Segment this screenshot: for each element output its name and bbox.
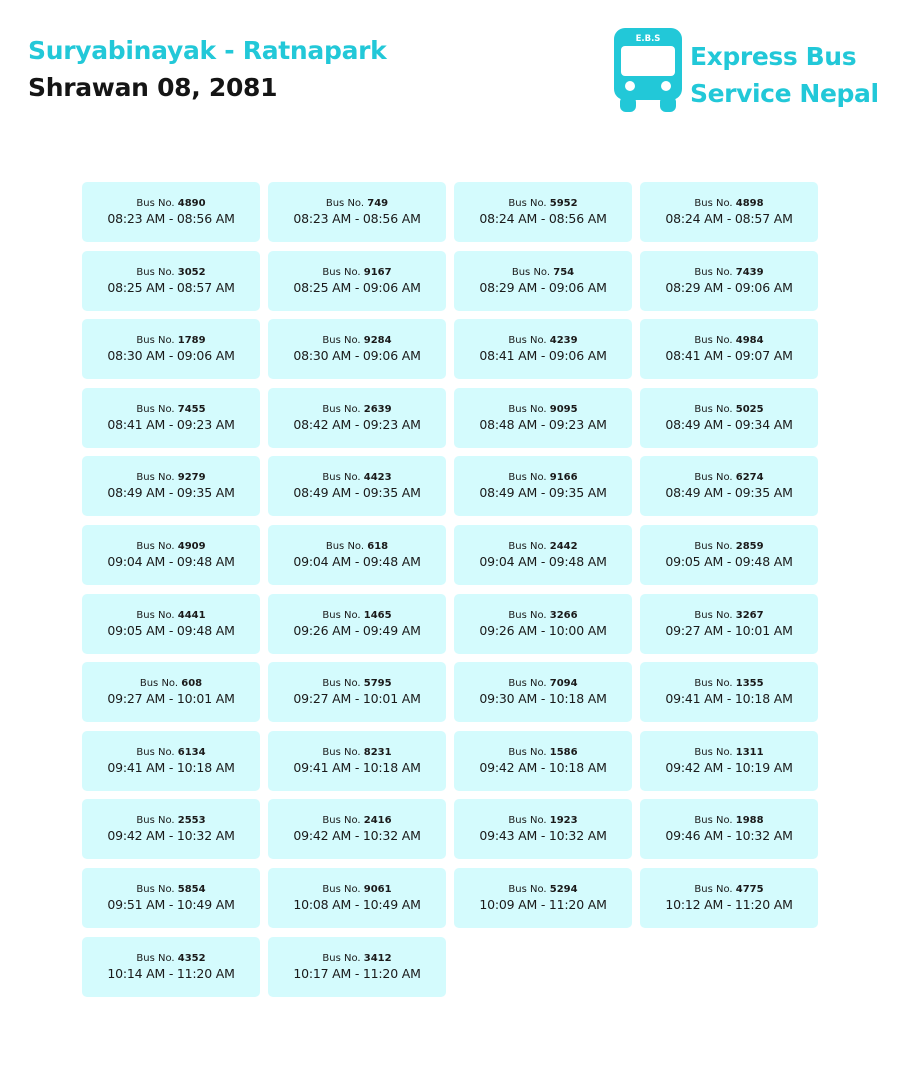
bus-number-label: Bus No.	[508, 472, 547, 484]
bus-number: 1988	[735, 815, 764, 827]
bus-card	[640, 868, 818, 928]
bus-time-range: 09:42 AM - 10:32 AM	[293, 828, 421, 844]
bus-number: 2859	[735, 540, 764, 552]
bus-number: 5795	[363, 678, 392, 690]
bus-number: 3266	[549, 609, 578, 621]
bus-number-label: Bus No.	[508, 609, 547, 621]
bus-time-range: 09:41 AM - 10:18 AM	[107, 759, 235, 775]
bus-number-label: Bus No.	[322, 472, 361, 484]
bus-number: 2553	[177, 815, 206, 827]
bus-card	[454, 525, 632, 585]
bus-number: 1465	[363, 609, 392, 621]
bus-number-line	[322, 609, 391, 622]
bus-time-range: 08:25 AM - 09:06 AM	[293, 279, 421, 295]
bus-number: 2639	[363, 403, 392, 415]
bus-time-range: 08:49 AM - 09:35 AM	[293, 485, 421, 501]
bus-time-range: 08:29 AM - 09:06 AM	[479, 279, 607, 295]
bus-card	[82, 868, 260, 928]
bus-number-line	[322, 814, 391, 827]
bus-card	[640, 662, 818, 722]
bus-number-label: Bus No.	[694, 198, 733, 209]
bus-time-range: 09:41 AM - 10:18 AM	[665, 691, 793, 707]
bus-card	[268, 456, 446, 516]
bus-number-label: Bus No.	[139, 678, 179, 690]
bus-number-label: Bus No.	[322, 883, 361, 895]
bus-number: 608	[181, 678, 203, 690]
bus-number-label: Bus No.	[694, 403, 733, 415]
bus-card	[268, 182, 446, 242]
brand-name	[690, 38, 879, 112]
bus-number-line	[694, 266, 763, 279]
bus-card	[454, 731, 632, 791]
bus-number: 5025	[735, 403, 764, 415]
bus-number: 749	[367, 198, 389, 209]
bus-number-line	[322, 746, 391, 759]
bus-time-range: 09:46 AM - 10:32 AM	[665, 828, 793, 844]
bus-number-label: Bus No.	[136, 540, 175, 552]
bus-number-label: Bus No.	[136, 746, 175, 758]
bus-time-range: 09:05 AM - 09:48 AM	[665, 553, 793, 569]
bus-number-line	[136, 540, 205, 553]
bus-number-line	[508, 677, 577, 690]
bus-card	[268, 662, 446, 722]
bus-time-range: 10:09 AM - 11:20 AM	[479, 896, 607, 912]
bus-time-range: 09:26 AM - 09:49 AM	[293, 622, 421, 638]
bus-number-line	[508, 403, 577, 416]
bus-number-line	[136, 746, 205, 759]
bus-card	[82, 182, 260, 242]
bus-card	[82, 525, 260, 585]
bus-card	[454, 868, 632, 928]
bus-card	[640, 456, 818, 516]
bus-number-label: Bus No.	[325, 198, 365, 209]
bus-number-line	[694, 540, 763, 553]
bus-card	[268, 731, 446, 791]
bus-number-label: Bus No.	[322, 952, 361, 964]
bus-number-line	[508, 883, 577, 896]
bus-number-line	[136, 197, 205, 210]
bus-time-range: 08:25 AM - 08:57 AM	[107, 279, 235, 295]
schedule-grid	[82, 182, 818, 997]
bus-time-range: 09:27 AM - 10:01 AM	[107, 691, 235, 707]
bus-time-range: 09:04 AM - 09:48 AM	[479, 553, 607, 569]
bus-number: 4898	[735, 198, 764, 209]
bus-time-range: 08:49 AM - 09:35 AM	[479, 485, 607, 501]
bus-time-range: 09:42 AM - 10:18 AM	[479, 759, 607, 775]
bus-time-range: 10:17 AM - 11:20 AM	[293, 965, 421, 981]
bus-number-line	[508, 334, 577, 347]
bus-number: 4239	[549, 335, 578, 347]
bus-time-range: 09:41 AM - 10:18 AM	[293, 759, 421, 775]
bus-number-label: Bus No.	[694, 266, 733, 278]
bus-card	[268, 525, 446, 585]
bus-number: 4352	[177, 952, 206, 964]
bus-number-line	[694, 677, 763, 690]
bus-number-line	[694, 197, 763, 210]
bus-card	[640, 319, 818, 379]
bus-number: 2442	[549, 540, 578, 552]
bus-number-label: Bus No.	[508, 678, 547, 690]
bus-number: 1355	[735, 678, 764, 690]
bus-card	[268, 868, 446, 928]
bus-number-line	[136, 609, 205, 622]
bus-number: 6274	[735, 472, 764, 484]
bus-number-label: Bus No.	[694, 540, 733, 552]
logo-badge: E.B.S	[635, 34, 661, 44]
bus-time-range: 08:41 AM - 09:23 AM	[107, 416, 235, 432]
bus-number: 6134	[177, 746, 206, 758]
bus-number-line	[136, 266, 205, 279]
bus-card	[268, 937, 446, 997]
bus-time-range: 09:05 AM - 09:48 AM	[107, 622, 235, 638]
bus-number-line	[136, 814, 205, 827]
bus-number-label: Bus No.	[322, 335, 361, 347]
bus-card	[640, 799, 818, 859]
bus-time-range: 10:08 AM - 10:49 AM	[293, 896, 421, 912]
bus-time-range: 09:26 AM - 10:00 AM	[479, 622, 607, 638]
bus-number-line	[508, 814, 577, 827]
bus-card	[454, 388, 632, 448]
bus-number-line	[140, 677, 202, 690]
bus-number-line	[694, 609, 763, 622]
bus-number-line	[694, 403, 763, 416]
bus-time-range: 08:41 AM - 09:07 AM	[665, 348, 793, 364]
bus-number-label: Bus No.	[322, 403, 361, 415]
bus-card	[82, 251, 260, 311]
brand-name-line1: Express Bus	[690, 42, 857, 71]
bus-number: 9167	[363, 266, 392, 278]
bus-number-label: Bus No.	[694, 883, 733, 895]
bus-number-line	[322, 403, 391, 416]
bus-card	[82, 594, 260, 654]
bus-card	[268, 251, 446, 311]
bus-number-line	[508, 197, 577, 210]
bus-number-label: Bus No.	[508, 815, 547, 827]
bus-number: 3412	[363, 952, 392, 964]
bus-time-range: 10:14 AM - 11:20 AM	[107, 965, 235, 981]
bus-number-label: Bus No.	[325, 540, 365, 552]
bus-time-range: 10:12 AM - 11:20 AM	[665, 896, 793, 912]
bus-time-range: 09:27 AM - 10:01 AM	[665, 622, 793, 638]
bus-number: 3267	[735, 609, 764, 621]
schedule-date: Shrawan 08, 2081	[28, 73, 278, 102]
bus-number-label: Bus No.	[136, 335, 175, 347]
bus-card	[82, 456, 260, 516]
bus-number-line	[136, 471, 205, 484]
bus-number-label: Bus No.	[136, 198, 175, 209]
bus-number-line	[326, 540, 388, 553]
bus-card	[268, 388, 446, 448]
bus-number: 4909	[177, 540, 206, 552]
bus-number-line	[694, 883, 763, 896]
bus-time-range: 08:49 AM - 09:35 AM	[665, 485, 793, 501]
bus-number: 5294	[549, 883, 578, 895]
bus-card	[82, 799, 260, 859]
bus-card	[454, 456, 632, 516]
bus-card	[268, 319, 446, 379]
bus-number: 4775	[735, 883, 764, 895]
bus-number: 4441	[177, 609, 206, 621]
bus-card	[268, 594, 446, 654]
bus-number-line	[694, 334, 763, 347]
bus-number-line	[322, 266, 391, 279]
bus-card	[454, 182, 632, 242]
bus-number-label: Bus No.	[508, 746, 547, 758]
bus-number: 7439	[735, 266, 764, 278]
bus-card	[640, 182, 818, 242]
bus-card	[82, 319, 260, 379]
bus-number-label: Bus No.	[694, 609, 733, 621]
bus-number-label: Bus No.	[694, 815, 733, 827]
bus-number: 3052	[177, 266, 206, 278]
bus-number: 1789	[177, 335, 206, 347]
bus-number: 1311	[735, 746, 764, 758]
bus-number-line	[326, 197, 388, 210]
brand-logo	[612, 26, 882, 116]
bus-time-range: 08:49 AM - 09:35 AM	[107, 485, 235, 501]
bus-time-range: 08:42 AM - 09:23 AM	[293, 416, 421, 432]
bus-time-range: 08:23 AM - 08:56 AM	[107, 211, 235, 226]
bus-number: 9279	[177, 472, 206, 484]
bus-time-range: 09:04 AM - 09:48 AM	[107, 553, 235, 569]
bus-number-label: Bus No.	[694, 472, 733, 484]
bus-number-label: Bus No.	[136, 883, 175, 895]
bus-card	[640, 525, 818, 585]
bus-number: 4890	[177, 198, 206, 209]
bus-number-label: Bus No.	[136, 815, 175, 827]
bus-card	[82, 388, 260, 448]
bus-number-label: Bus No.	[322, 815, 361, 827]
brand-name-line2: Service Nepal	[690, 79, 879, 108]
bus-card	[454, 799, 632, 859]
bus-card	[640, 731, 818, 791]
bus-time-range: 08:41 AM - 09:06 AM	[479, 348, 607, 364]
bus-time-range: 09:42 AM - 10:32 AM	[107, 828, 235, 844]
bus-time-range: 08:24 AM - 08:56 AM	[479, 211, 607, 226]
bus-number-line	[694, 814, 763, 827]
bus-card	[640, 594, 818, 654]
bus-card	[454, 662, 632, 722]
bus-number-line	[694, 746, 763, 759]
bus-number-line	[136, 403, 205, 416]
bus-number-label: Bus No.	[322, 266, 361, 278]
bus-number-line	[322, 471, 391, 484]
bus-number: 7094	[549, 678, 578, 690]
bus-number: 1586	[549, 746, 578, 758]
bus-number: 4984	[735, 335, 764, 347]
bus-card	[640, 388, 818, 448]
bus-number-label: Bus No.	[694, 746, 733, 758]
bus-time-range: 08:49 AM - 09:34 AM	[665, 416, 793, 432]
bus-number: 9284	[363, 335, 392, 347]
bus-time-range: 09:30 AM - 10:18 AM	[479, 691, 607, 707]
bus-number: 2416	[363, 815, 392, 827]
bus-number-line	[694, 471, 763, 484]
bus-card	[82, 731, 260, 791]
bus-number-line	[508, 540, 577, 553]
bus-number: 9166	[549, 472, 578, 484]
bus-time-range: 08:30 AM - 09:06 AM	[293, 348, 421, 364]
bus-number: 5952	[549, 198, 578, 209]
route-title: Suryabinayak - Ratnapark	[28, 36, 387, 65]
bus-number-label: Bus No.	[136, 266, 175, 278]
bus-time-range: 09:43 AM - 10:32 AM	[479, 828, 607, 844]
bus-number-line	[508, 746, 577, 759]
bus-number-line	[136, 883, 205, 896]
bus-number-label: Bus No.	[508, 403, 547, 415]
bus-number-label: Bus No.	[508, 540, 547, 552]
bus-number-label: Bus No.	[694, 335, 733, 347]
bus-time-range: 08:23 AM - 08:56 AM	[293, 211, 421, 226]
bus-number-label: Bus No.	[322, 609, 361, 621]
bus-number-label: Bus No.	[136, 609, 175, 621]
bus-number: 1923	[549, 815, 578, 827]
bus-number-label: Bus No.	[508, 198, 547, 209]
bus-number-line	[512, 266, 574, 279]
bus-card	[640, 251, 818, 311]
bus-card	[454, 594, 632, 654]
bus-number: 8231	[363, 746, 392, 758]
bus-number-label: Bus No.	[136, 403, 175, 415]
bus-number-label: Bus No.	[136, 472, 175, 484]
bus-time-range: 09:42 AM - 10:19 AM	[665, 759, 793, 775]
bus-number-label: Bus No.	[322, 746, 361, 758]
bus-number: 9095	[549, 403, 578, 415]
bus-number-line	[508, 609, 577, 622]
bus-icon	[612, 26, 684, 116]
bus-number-line	[322, 334, 391, 347]
bus-number: 4423	[363, 472, 392, 484]
bus-card	[454, 251, 632, 311]
bus-card	[454, 319, 632, 379]
bus-number-label: Bus No.	[694, 678, 733, 690]
bus-number-line	[136, 334, 205, 347]
bus-number-line	[322, 677, 391, 690]
bus-number-label: Bus No.	[508, 335, 547, 347]
bus-time-range: 08:30 AM - 09:06 AM	[107, 348, 235, 364]
bus-number-line	[136, 952, 205, 965]
bus-number-line	[508, 471, 577, 484]
bus-time-range: 09:04 AM - 09:48 AM	[293, 553, 421, 569]
bus-number: 5854	[177, 883, 206, 895]
bus-card	[82, 662, 260, 722]
bus-card	[82, 937, 260, 997]
bus-time-range: 08:24 AM - 08:57 AM	[665, 211, 793, 226]
bus-number: 7455	[177, 403, 206, 415]
bus-number-line	[322, 883, 391, 896]
bus-number: 618	[367, 540, 389, 552]
bus-number-label: Bus No.	[136, 952, 175, 964]
bus-number-line	[322, 952, 391, 965]
bus-number: 9061	[363, 883, 392, 895]
bus-number-label: Bus No.	[508, 883, 547, 895]
bus-time-range: 09:27 AM - 10:01 AM	[293, 691, 421, 707]
bus-time-range: 08:29 AM - 09:06 AM	[665, 279, 793, 295]
bus-card	[268, 799, 446, 859]
bus-time-range: 08:48 AM - 09:23 AM	[479, 416, 607, 432]
bus-number-label: Bus No.	[511, 266, 551, 278]
bus-number-label: Bus No.	[322, 678, 361, 690]
bus-time-range: 09:51 AM - 10:49 AM	[107, 896, 235, 912]
bus-number: 754	[553, 266, 575, 278]
